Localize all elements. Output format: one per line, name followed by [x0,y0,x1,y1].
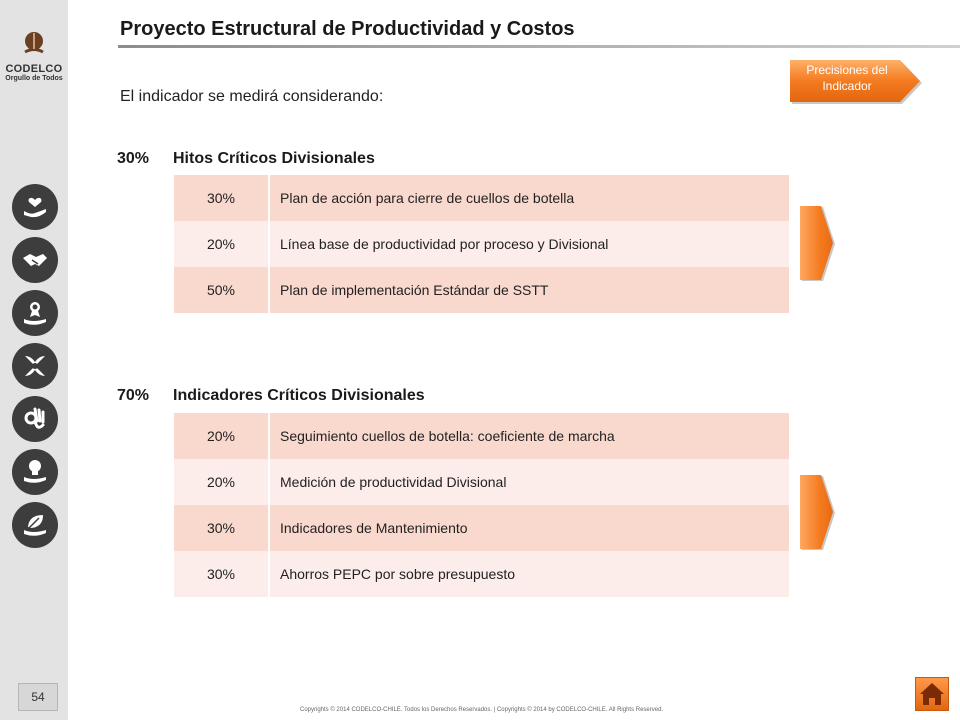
row-description: Indicadores de Mantenimiento [269,505,789,551]
row-description: Línea base de productividad por proceso y Divisional [269,221,789,267]
award-hand-icon [12,290,58,336]
section2-percent: 70% [117,387,150,404]
title-divider [118,45,960,48]
row-description: Seguimiento cuellos de botella: coeficiente de marcha [269,413,789,459]
row-percent: 20% [174,459,269,505]
row-description: Plan de acción para cierre de cuellos de botella [269,175,789,221]
flower-icon [12,343,58,389]
indicadores-criticos-table [174,413,789,597]
section1-title: Hitos Críticos Divisionales [173,150,375,167]
table-row [174,551,789,597]
page-number: 54 [18,683,58,711]
row-percent: 30% [174,551,269,597]
precisiones-label-line1: Precisiones del [806,63,888,77]
row-percent: 30% [174,175,269,221]
table-row [174,221,789,267]
lightbulb-hand-icon [12,449,58,495]
precisiones-indicador-button[interactable] [788,56,924,106]
row-description: Medición de productividad Divisional [269,459,789,505]
table-row [174,459,789,505]
copyright-footer: Copyrights © 2014 CODELCO-CHILE. Todos los Derechos Reservados. | Copyrights © 2014 by CODELCO-CHILE. All Rights Reserved. [300,707,664,713]
row-percent: 20% [174,221,269,267]
section2-title: Indicadores Críticos Divisionales [173,387,425,404]
brand-tagline: Orgullo de Todos [5,75,63,82]
row-description: Plan de implementación Estándar de SSTT [269,267,789,313]
handshake-icon [12,237,58,283]
home-icon[interactable] [915,677,949,711]
section2-chevron-icon[interactable] [797,472,837,552]
heart-hand-icon [12,184,58,230]
table-row [174,413,789,459]
ok-hand-icon [12,396,58,442]
section1-chevron-icon[interactable] [797,203,837,283]
slide-title: Proyecto Estructural de Productividad y Costos [120,18,575,40]
codelco-logo [2,30,66,83]
table-row [174,175,789,221]
hitos-criticos-table [174,175,789,313]
precisiones-label-line2: Indicador [822,79,872,93]
section1-percent: 30% [117,150,150,167]
table-row [174,267,789,313]
leaf-hand-icon [12,502,58,548]
slide-subtitle: El indicador se medirá considerando: [120,88,384,105]
row-description: Ahorros PEPC por sobre presupuesto [269,551,789,597]
brand-name: CODELCO [5,63,63,75]
sidebar-icon-list [12,184,58,555]
codelco-emblem-icon [20,30,48,58]
sidebar [0,0,68,720]
row-percent: 30% [174,505,269,551]
table-row [174,505,789,551]
row-percent: 20% [174,413,269,459]
row-percent: 50% [174,267,269,313]
